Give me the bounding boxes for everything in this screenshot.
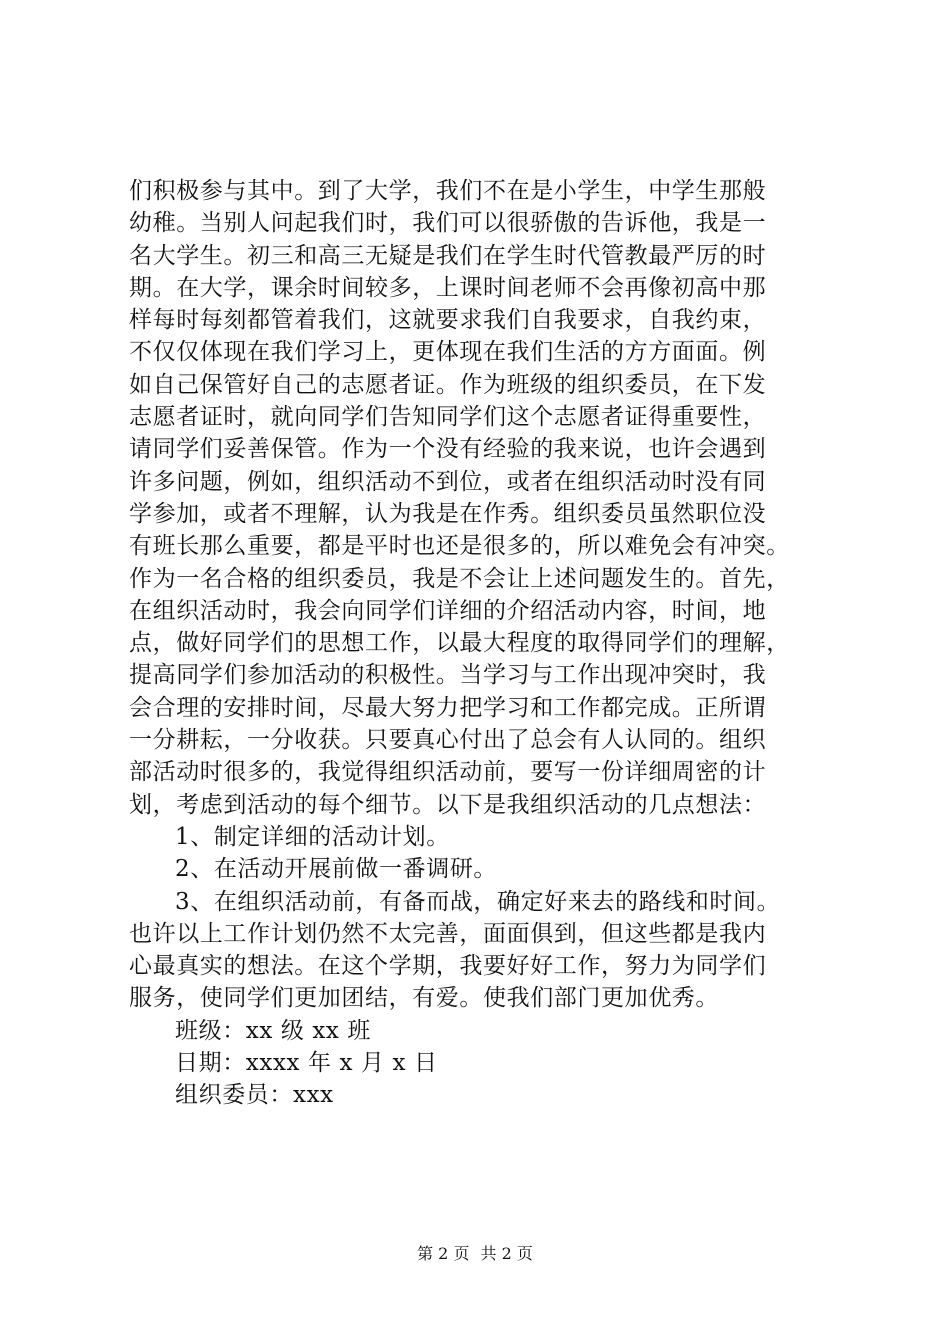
- closing-line: 服务，使同学们更加团结，有爱。使我们部门更加优秀。: [129, 985, 719, 1012]
- closing-line: 心最真实的想法。在这个学期，我要好好工作，努力为同学们: [129, 953, 767, 980]
- paragraph-line: 划，考虑到活动的每个细节。以下是我组织活动的几点想法：: [129, 791, 767, 818]
- paragraph-line: 期。在大学，课余时间较多，上课时间老师不会再像初高中那: [129, 274, 767, 301]
- paragraph-line: 有班长那么重要，都是平时也还是很多的，所以难免会有冲突。: [129, 533, 790, 560]
- paragraph-line: 会合理的安排时间，尽最大努力把学习和工作都完成。正所谓: [129, 694, 767, 721]
- paragraph-line: 点，做好同学们的思想工作，以最大程度的取得同学们的理解，: [129, 630, 790, 657]
- paragraph-line: 如自己保管好自己的志愿者证。作为班级的组织委员，在下发: [129, 371, 767, 398]
- signature-class: 班级：xx 级 xx 班: [175, 1017, 372, 1044]
- page-number: 第 2 页: [417, 1244, 470, 1263]
- page-total: 共 2 页: [480, 1244, 533, 1263]
- paragraph-line: 许多问题，例如，组织活动不到位，或者在组织活动时没有同: [129, 468, 767, 495]
- paragraph-line: 不仅仅体现在我们学习上，更体现在我们生活的方方面面。例: [129, 339, 767, 366]
- paragraph-line: 志愿者证时，就向同学们告知同学们这个志愿者证得重要性，: [129, 404, 767, 431]
- list-item: 1、制定详细的活动计划。: [175, 823, 450, 850]
- paragraph-line: 部活动时很多的，我觉得组织活动前，要写一份详细周密的计: [129, 759, 767, 786]
- paragraph-line: 在组织活动时，我会向同学们详细的介绍活动内容，时间，地: [129, 597, 767, 624]
- paragraph-line: 作为一名合格的组织委员，我是不会让上述问题发生的。首先，: [129, 565, 790, 592]
- paragraph-line: 请同学们妥善保管。作为一个没有经验的我来说，也许会遇到: [129, 436, 767, 463]
- signature-date: 日期：xxxx 年 x 月 x 日: [175, 1050, 438, 1077]
- list-item: 3、在组织活动前，有备而战，确定好来去的路线和时间。: [175, 888, 781, 915]
- signature-member: 组织委员：xxx: [175, 1082, 334, 1109]
- paragraph-line: 一分耕耘，一分收获。只要真心付出了总会有人认同的。组织: [129, 727, 767, 754]
- paragraph-line: 学参加，或者不理解，认为我是在作秀。组织委员虽然职位没: [129, 500, 767, 527]
- paragraph-line: 样每时每刻都管着我们，这就要求我们自我要求，自我约束，: [129, 307, 767, 334]
- paragraph-line: 名大学生。初三和高三无疑是我们在学生时代管教最严厉的时: [129, 242, 767, 269]
- list-item: 2、在活动开展前做一番调研。: [175, 856, 498, 883]
- document-body: [129, 175, 829, 1112]
- closing-line: 也许以上工作计划仍然不太完善，面面俱到，但这些都是我内: [129, 920, 767, 947]
- paragraph-line: 提高同学们参加活动的积极性。当学习与工作出现冲突时，我: [129, 662, 767, 689]
- paragraph-line: 幼稚。当别人问起我们时，我们可以很骄傲的告诉他，我是一: [129, 210, 767, 237]
- page-footer: [0, 1244, 950, 1264]
- paragraph-line: 们积极参与其中。到了大学，我们不在是小学生，中学生那般: [129, 178, 767, 204]
